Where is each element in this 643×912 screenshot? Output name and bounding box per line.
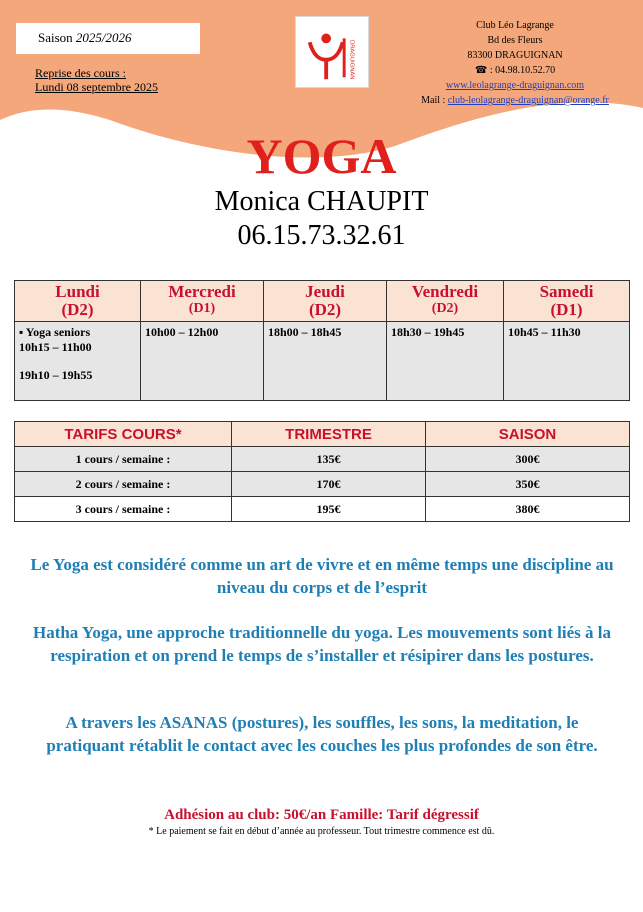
day-samedi: Samedi (D1): [504, 281, 630, 322]
tarifs-header-row: [15, 422, 630, 447]
vendredi-times: 18h30 – 19h45: [387, 322, 504, 401]
reprise-notice: [35, 66, 158, 94]
lundi-times: [15, 322, 141, 401]
reprise-line-1: Reprise des cours :: [35, 66, 126, 80]
mail-label: Mail :: [421, 95, 446, 106]
tarif-trimestre: 195€: [232, 497, 426, 522]
table-row: [15, 497, 630, 522]
table-row: [15, 447, 630, 472]
tarifs-header-trimestre: TRIMESTRE: [232, 422, 426, 447]
club-contact: [400, 18, 630, 108]
schedule-table: [14, 280, 630, 401]
tarif-saison: 350€: [426, 472, 630, 497]
logo-text: DRAGUIGNAN: [348, 40, 355, 80]
paragraph-asanas: A travers les ASANAS (postures), les souffles, les sons, la meditation, le pratiquant rétablit le contact avec les couches les plus profondes de son être.: [46, 713, 598, 755]
day-vendredi: Vendredi (D2): [387, 281, 504, 322]
season-label: Saison: [38, 30, 73, 45]
teacher-name: Monica CHAUPIT: [214, 186, 429, 217]
club-logo: [295, 16, 369, 88]
lundi-slot-1: 10h15 – 11h00: [19, 340, 92, 354]
club-website-link[interactable]: www.leolagrange-draguignan.com: [445, 80, 585, 91]
tarifs-header-saison: SAISON: [426, 422, 630, 447]
teacher-phone: 06.15.73.32.61: [237, 220, 406, 251]
tarifs-table: [14, 421, 630, 522]
tarif-label: 2 cours / semaine :: [15, 472, 232, 497]
schedule-header-row: [15, 281, 630, 322]
mercredi-times: 10h00 – 12h00: [141, 322, 264, 401]
club-mail-link[interactable]: club-leolagrange-draguignan@orange.fr: [447, 95, 609, 106]
adhesion-line: Adhésion au club: 50€/an Famille: Tarif dégressif: [164, 807, 479, 823]
club-street: Bd des Fleurs: [487, 35, 543, 46]
club-city: 83300 DRAGUIGNAN: [467, 50, 563, 61]
club-name: Club Léo Lagrange: [476, 20, 554, 31]
yoga-figure-icon: [296, 17, 368, 87]
tarifs-header-label: TARIFS COURS*: [15, 422, 232, 447]
day-lundi: Lundi (D2): [15, 281, 141, 322]
lundi-label: ▪ Yoga seniors: [19, 325, 91, 339]
club-phone: ☎ : 04.98.10.52.70: [474, 65, 556, 76]
tarif-saison: 300€: [426, 447, 630, 472]
jeudi-times: 18h00 – 18h45: [264, 322, 387, 401]
tarif-label: 1 cours / semaine :: [15, 447, 232, 472]
reprise-line-2: Lundi 08 septembre 2025: [35, 80, 158, 94]
schedule-times-row: [15, 322, 630, 401]
tarif-trimestre: 135€: [232, 447, 426, 472]
paragraph-intro: Le Yoga est considéré comme un art de vivre et en même temps une discipline au niveau du corps et de l’esprit: [30, 555, 614, 597]
season-year: 2025/2026: [75, 30, 132, 45]
page-title: YOGA: [246, 128, 397, 184]
tarif-saison: 380€: [426, 497, 630, 522]
table-row: [15, 472, 630, 497]
lundi-slot-2: 19h10 – 19h55: [19, 368, 93, 382]
samedi-times: 10h45 – 11h30: [504, 322, 630, 401]
payment-footnote: * Le paiement se fait en début d’année au professeur. Tout trimestre commence est dû.: [148, 826, 495, 837]
tarif-label: 3 cours / semaine :: [15, 497, 232, 522]
tarif-trimestre: 170€: [232, 472, 426, 497]
day-jeudi: Jeudi (D2): [264, 281, 387, 322]
season-box: [16, 23, 200, 54]
day-mercredi: Mercredi (D1): [141, 281, 264, 322]
paragraph-hatha: Hatha Yoga, une approche traditionnelle du yoga. Les mouvements sont liés à la respiration et on prend le temps de s’installer et résipirer dans les postures.: [32, 623, 612, 665]
